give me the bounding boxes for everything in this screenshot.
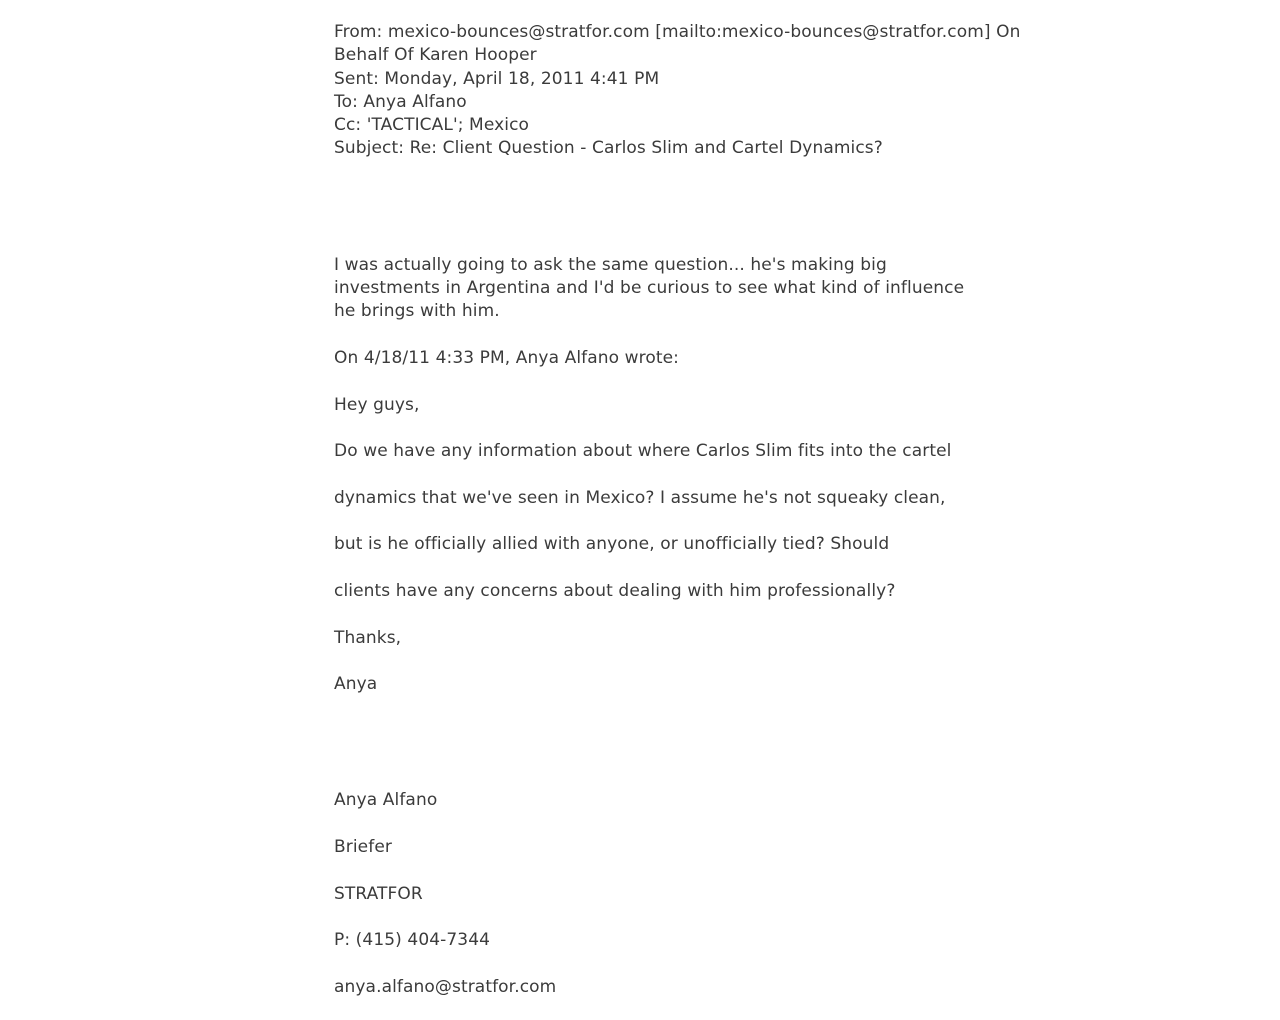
from-line: From: mexico-bounces@stratfor.com [mailto:mexico-bounces@stratfor.com] On <box>334 22 1021 42</box>
quote-body-line: Do we have any information about where Carlos Slim fits into the cartel <box>334 441 952 462</box>
signature-company: STRATFOR <box>334 883 423 904</box>
signature-phone: P: (415) 404-7344 <box>334 930 491 951</box>
spacer <box>334 324 1034 347</box>
signature-email-row <box>334 976 1034 999</box>
email-document <box>334 21 1034 999</box>
reply-line: he brings with him. <box>334 301 500 322</box>
quote-greeting: Hey guys, <box>334 394 420 415</box>
quoted-message <box>334 347 1034 696</box>
spacer <box>334 906 1034 929</box>
quote-closing: Thanks, <box>334 627 402 648</box>
quote-sign: Anya <box>334 674 378 695</box>
signature-title: Briefer <box>334 837 392 858</box>
email-header <box>334 21 1034 161</box>
spacer <box>334 813 1034 836</box>
spacer <box>334 370 1034 393</box>
spacer <box>334 463 1034 486</box>
subject-line: Subject: Re: Client Question - Carlos Slim and Cartel Dynamics? <box>334 138 883 159</box>
spacer <box>334 417 1034 440</box>
spacer <box>334 510 1034 533</box>
reply-line: I was actually going to ask the same question... he's making big <box>334 254 887 275</box>
quote-attribution: On 4/18/11 4:33 PM, Anya Alfano wrote: <box>334 347 679 368</box>
signature-block <box>334 789 1034 999</box>
quote-body-line: clients have any concerns about dealing with him professionally? <box>334 580 896 601</box>
signature-name: Anya Alfano <box>334 790 438 811</box>
spacer <box>334 161 1034 254</box>
quote-body-line: dynamics that we've seen in Mexico? I assume he's not squeaky clean, <box>334 487 946 508</box>
spacer <box>334 557 1034 580</box>
spacer <box>334 696 1034 789</box>
reply-line: investments in Argentina and I'd be curious to see what kind of influence <box>334 278 965 299</box>
signature-email-link[interactable]: anya.alfano@stratfor.com <box>334 976 557 997</box>
spacer <box>334 650 1034 673</box>
quote-body-line: but is he officially allied with anyone, or unofficially tied? Should <box>334 534 890 555</box>
from-line-continued: Behalf Of Karen Hooper <box>334 45 537 66</box>
reply-body <box>334 254 1034 324</box>
to-line: To: Anya Alfano <box>334 91 467 112</box>
spacer <box>334 603 1034 626</box>
sent-line: Sent: Monday, April 18, 2011 4:41 PM <box>334 68 660 89</box>
spacer <box>334 953 1034 976</box>
cc-line: Cc: 'TACTICAL'; Mexico <box>334 115 530 136</box>
spacer <box>334 859 1034 882</box>
